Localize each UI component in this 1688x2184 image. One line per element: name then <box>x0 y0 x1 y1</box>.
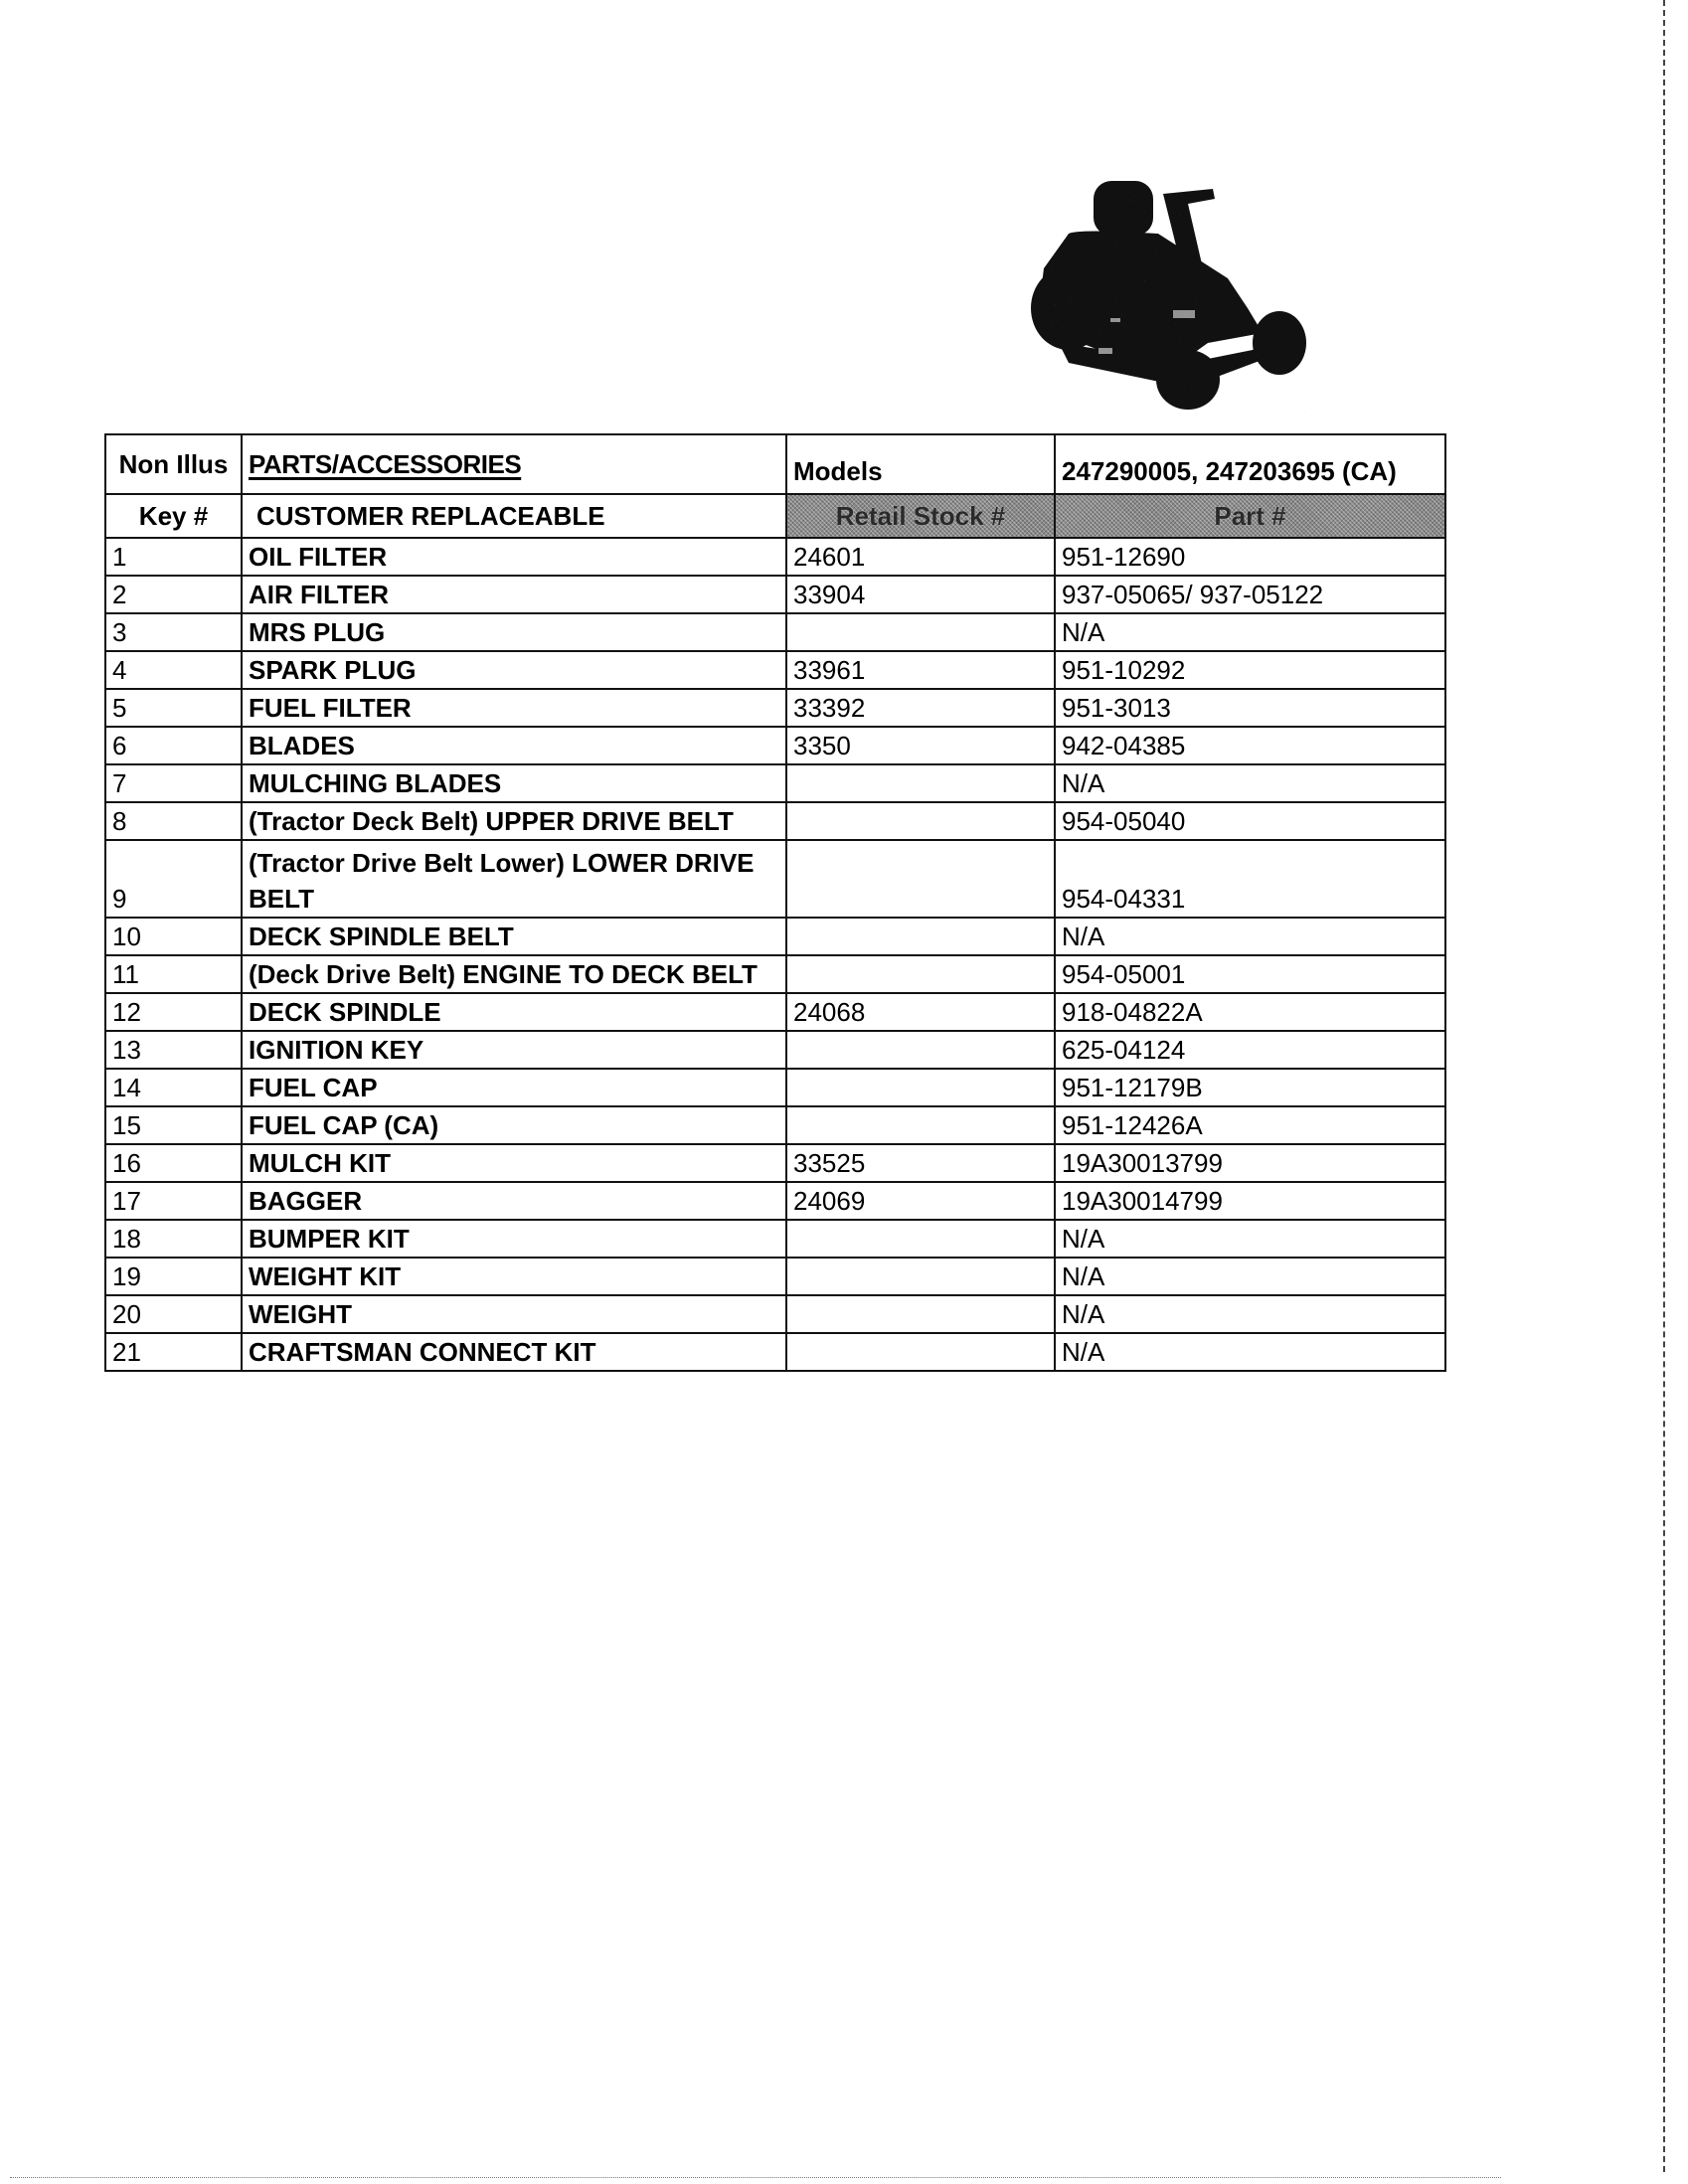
retail-stock-number <box>786 955 1055 993</box>
part-description: FUEL FILTER <box>242 689 786 727</box>
retail-stock-number: 33392 <box>786 689 1055 727</box>
part-number: 951-12426A <box>1055 1106 1445 1144</box>
part-number: 19A30014799 <box>1055 1182 1445 1220</box>
table-row <box>105 1069 1445 1106</box>
part-number: N/A <box>1055 1258 1445 1295</box>
part-number: N/A <box>1055 1295 1445 1333</box>
retail-stock-number <box>786 918 1055 955</box>
table-row <box>105 689 1445 727</box>
key-number: 17 <box>105 1182 242 1220</box>
part-description: FUEL CAP <box>242 1069 786 1106</box>
part-number: N/A <box>1055 764 1445 802</box>
part-number: 937-05065/ 937-05122 <box>1055 576 1445 613</box>
retail-stock-number <box>786 1069 1055 1106</box>
part-description: BUMPER KIT <box>242 1220 786 1258</box>
retail-stock-number <box>786 1106 1055 1144</box>
key-number: 18 <box>105 1220 242 1258</box>
part-description-line-2: BELT <box>249 884 314 914</box>
table-row <box>105 1295 1445 1333</box>
part-number: 954-05001 <box>1055 955 1445 993</box>
key-number: 21 <box>105 1333 242 1371</box>
retail-stock-number: 33904 <box>786 576 1055 613</box>
retail-stock-number <box>786 840 1055 918</box>
retail-stock-number: 24069 <box>786 1182 1055 1220</box>
part-description: AIR FILTER <box>242 576 786 613</box>
part-number: 951-3013 <box>1055 689 1445 727</box>
retail-stock-number: 3350 <box>786 727 1055 764</box>
table-row <box>105 538 1445 576</box>
models-label: Models <box>786 434 1055 494</box>
retail-stock-number <box>786 613 1055 651</box>
part-number-column-header: Part # <box>1055 494 1445 538</box>
retail-stock-number <box>786 1295 1055 1333</box>
key-number: 16 <box>105 1144 242 1182</box>
part-description: DECK SPINDLE BELT <box>242 918 786 955</box>
models-value: 247290005, 247203695 (CA) <box>1055 434 1445 494</box>
table-row <box>105 613 1445 651</box>
part-number: 19A30013799 <box>1055 1144 1445 1182</box>
retail-stock-number: 24068 <box>786 993 1055 1031</box>
key-number: 14 <box>105 1069 242 1106</box>
retail-stock-number: 24601 <box>786 538 1055 576</box>
parts-accessories-table <box>104 433 1446 1372</box>
part-description: WEIGHT KIT <box>242 1258 786 1295</box>
retail-stock-number <box>786 802 1055 840</box>
retail-stock-number: 33961 <box>786 651 1055 689</box>
part-description <box>242 840 786 918</box>
part-description: MULCH KIT <box>242 1144 786 1182</box>
key-number: 4 <box>105 651 242 689</box>
part-number: 954-05040 <box>1055 802 1445 840</box>
key-number: 19 <box>105 1258 242 1295</box>
retail-stock-column-header: Retail Stock # <box>786 494 1055 538</box>
part-number: 951-10292 <box>1055 651 1445 689</box>
part-number: 951-12690 <box>1055 538 1445 576</box>
table-row <box>105 764 1445 802</box>
part-description: DECK SPINDLE <box>242 993 786 1031</box>
part-description: MRS PLUG <box>242 613 786 651</box>
key-number: 10 <box>105 918 242 955</box>
part-number: 625-04124 <box>1055 1031 1445 1069</box>
table-row <box>105 918 1445 955</box>
key-number: 5 <box>105 689 242 727</box>
part-description: (Deck Drive Belt) ENGINE TO DECK BELT <box>242 955 786 993</box>
page-bottom-dotted-line <box>10 2177 1501 2178</box>
header-row-title <box>105 434 1445 494</box>
key-number: 7 <box>105 764 242 802</box>
retail-stock-number <box>786 1031 1055 1069</box>
part-number: 954-04331 <box>1055 840 1445 918</box>
part-number: N/A <box>1055 613 1445 651</box>
table-row <box>105 1220 1445 1258</box>
key-number: 3 <box>105 613 242 651</box>
retail-stock-number <box>786 764 1055 802</box>
retail-stock-number <box>786 1333 1055 1371</box>
table-row <box>105 651 1445 689</box>
table-row <box>105 955 1445 993</box>
key-number: 13 <box>105 1031 242 1069</box>
page-edge-line <box>1663 0 1665 2172</box>
part-number: 942-04385 <box>1055 727 1445 764</box>
page-title: PARTS/ACCESSORIES <box>242 434 786 494</box>
part-description: OIL FILTER <box>242 538 786 576</box>
table-row <box>105 727 1445 764</box>
header-row-columns <box>105 494 1445 538</box>
key-number: 9 <box>105 840 242 918</box>
retail-stock-number <box>786 1258 1055 1295</box>
riding-tractor-image <box>999 159 1307 418</box>
part-description: SPARK PLUG <box>242 651 786 689</box>
key-number: 1 <box>105 538 242 576</box>
key-column-header: Key # <box>105 494 242 538</box>
table-row <box>105 1182 1445 1220</box>
part-description: BAGGER <box>242 1182 786 1220</box>
key-number: 11 <box>105 955 242 993</box>
table-row <box>105 840 1445 918</box>
part-number: 951-12179B <box>1055 1069 1445 1106</box>
part-description: BLADES <box>242 727 786 764</box>
table-row <box>105 993 1445 1031</box>
part-description: IGNITION KEY <box>242 1031 786 1069</box>
table-row <box>105 802 1445 840</box>
key-number: 15 <box>105 1106 242 1144</box>
non-illus-header: Non Illus <box>105 434 242 494</box>
key-number: 8 <box>105 802 242 840</box>
key-number: 12 <box>105 993 242 1031</box>
part-description: CRAFTSMAN CONNECT KIT <box>242 1333 786 1371</box>
table-row <box>105 1144 1445 1182</box>
table-row <box>105 1258 1445 1295</box>
retail-stock-number <box>786 1220 1055 1258</box>
table-row <box>105 1031 1445 1069</box>
part-number: N/A <box>1055 1220 1445 1258</box>
key-number: 2 <box>105 576 242 613</box>
table-row <box>105 1106 1445 1144</box>
part-description: FUEL CAP (CA) <box>242 1106 786 1144</box>
part-number: 918-04822A <box>1055 993 1445 1031</box>
customer-replaceable-header: CUSTOMER REPLACEABLE <box>242 494 786 538</box>
part-number: N/A <box>1055 1333 1445 1371</box>
key-number: 20 <box>105 1295 242 1333</box>
table-row <box>105 576 1445 613</box>
part-description-line-1: (Tractor Drive Belt Lower) LOWER DRIVE <box>249 848 755 878</box>
key-number: 6 <box>105 727 242 764</box>
retail-stock-number: 33525 <box>786 1144 1055 1182</box>
part-description: (Tractor Deck Belt) UPPER DRIVE BELT <box>242 802 786 840</box>
part-description: WEIGHT <box>242 1295 786 1333</box>
table-row <box>105 1333 1445 1371</box>
part-number: N/A <box>1055 918 1445 955</box>
part-description: MULCHING BLADES <box>242 764 786 802</box>
